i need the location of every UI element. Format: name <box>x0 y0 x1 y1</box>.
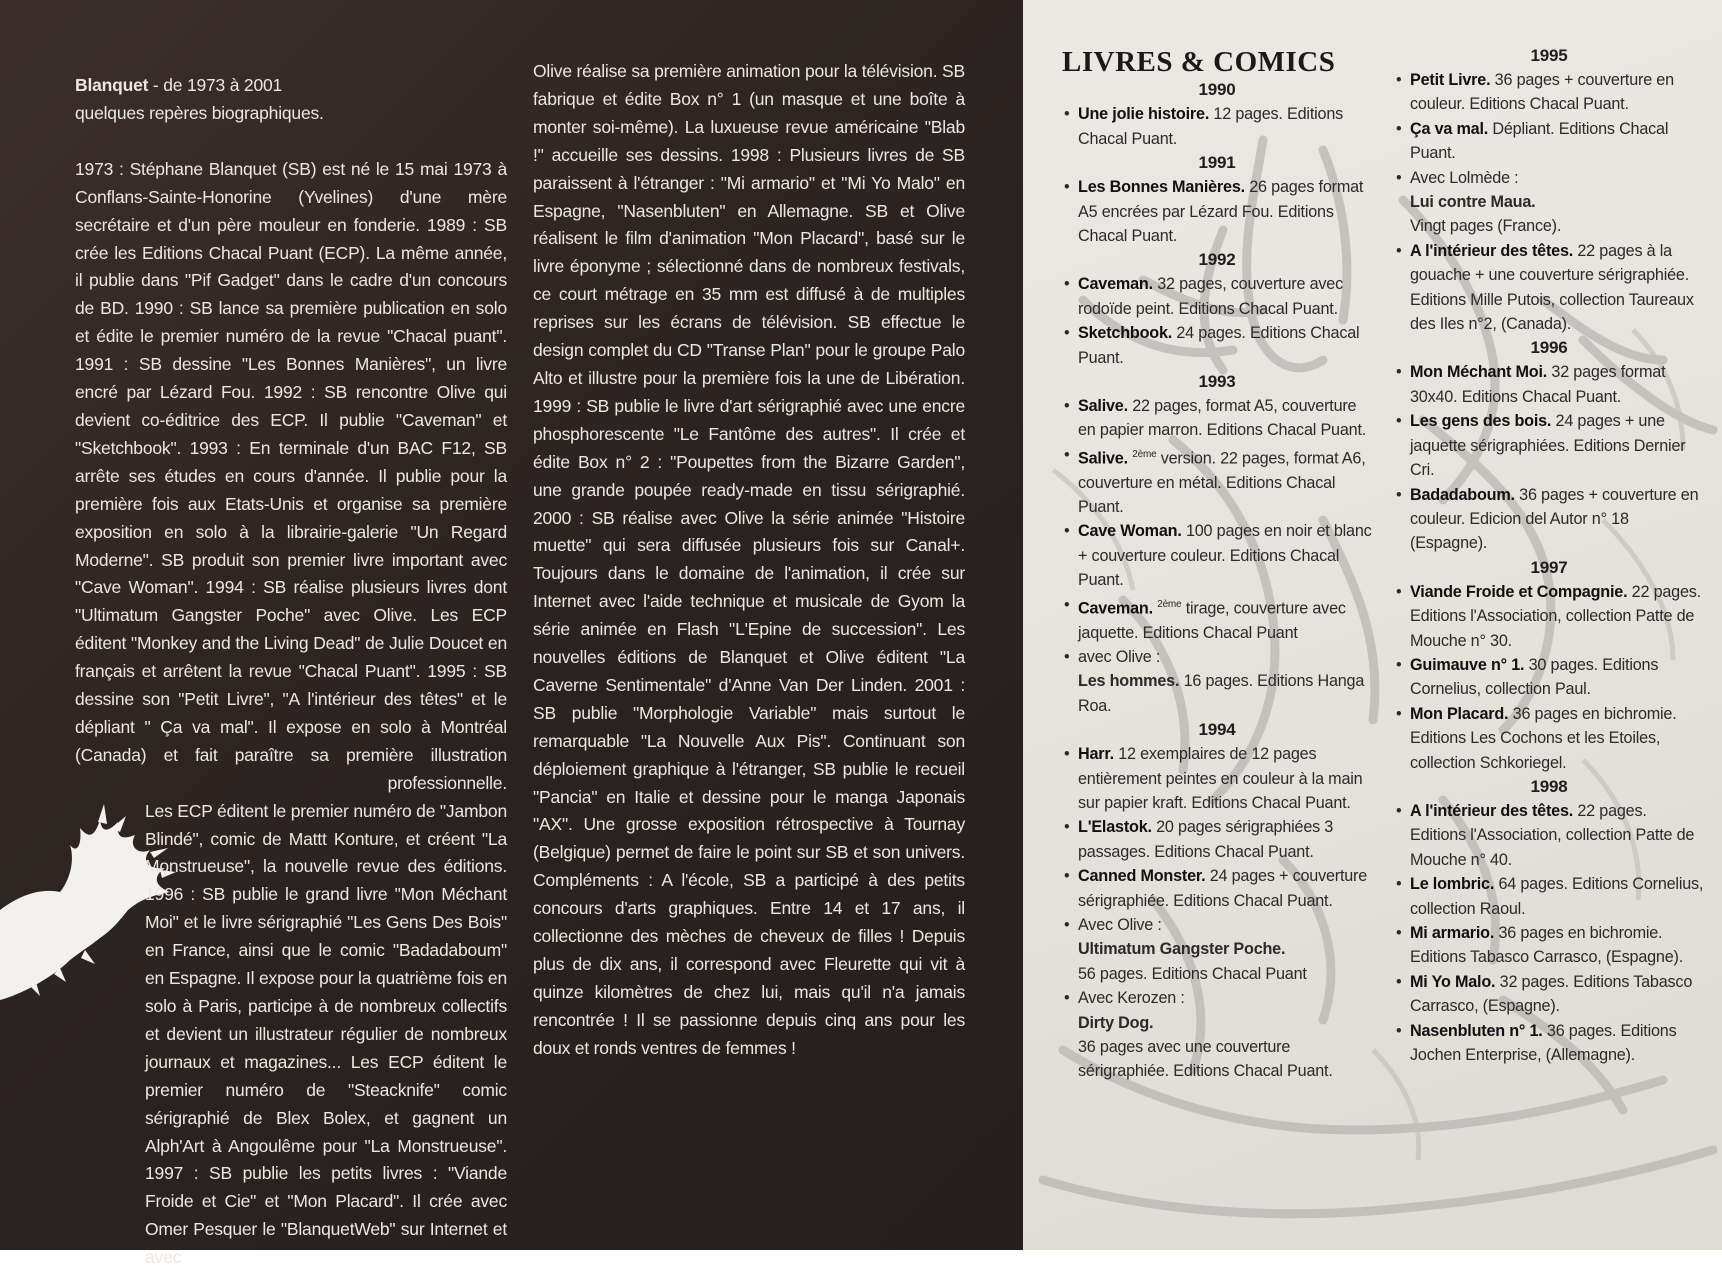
year-1995: 1995 <box>1530 46 1568 65</box>
list-item: • Avec Lolmède : <box>1396 168 1519 187</box>
list-item: • A l'intérieur des têtes. 22 pages. Editions l'Association, collection Patte de Mouche n° 40. <box>1396 801 1695 869</box>
list-item: • Harr. 12 exemplaires de 12 pages entièrement peintes en couleur à la main sur papier kraft. Editions Chacal Puant. <box>1064 745 1363 812</box>
list-item: • Salive. $^{2ème}$ version. 22 pages, format A6, couverture en métal. Editions Chacal Puant. <box>1064 445 1366 517</box>
year-1993: 1993 <box>1198 372 1236 392</box>
list-item: • avec Olive : <box>1064 647 1161 666</box>
list-item: Lui contre Maua. <box>1410 193 1536 212</box>
list-item: • Les Bonnes Manières. 26 pages format A5 encrées par Lézard Fou. Editions Chacal Puant. <box>1064 178 1364 246</box>
list-item: • Les gens des bois. 24 pages + une jaquette sérigraphiées. Editions Dernier Cri. <box>1396 412 1686 480</box>
list-item: • Avec Olive : <box>1064 915 1162 934</box>
biography-column-right <box>533 58 965 1063</box>
year-1994: 1994 <box>1198 720 1236 740</box>
year-1997: 1997 <box>1530 557 1568 577</box>
year-1992: 1992 <box>1198 250 1236 270</box>
bio-heading-dates: - de 1973 à 2001 <box>148 75 283 95</box>
bio-heading: Blanquet <box>75 75 149 95</box>
list-item: • Mi Yo Malo. 32 pages. Editions Tabasco Carrasco, (Espagne). <box>1396 972 1693 1016</box>
list-item: • Guimauve n° 1. 30 pages. Editions Cornelius, collection Paul. <box>1396 655 1659 699</box>
list-item: • Canned Monster. 24 pages + couverture sérigraphiée. Editions Chacal Puant. <box>1064 867 1368 910</box>
year-1996: 1996 <box>1530 338 1568 358</box>
list-item: • Nasenbluten n° 1. 36 pages. Editions Jochen Enterprise, (Allemagne). <box>1396 1021 1677 1065</box>
list-item: • Viande Froide et Compagnie. 22 pages. Editions l'Association, collection Patte de Mouche n° 30. <box>1396 582 1701 650</box>
list-item: 36 pages avec une couverture sérigraphiée. Editions Chacal Puant. <box>1078 1038 1333 1081</box>
list-item: 56 pages. Editions Chacal Puant <box>1078 964 1307 983</box>
bio-paragraph-3: Olive réalise sa première animation pour la télévision. SB fabrique et édite Box n° 1 (un masque et une boîte à monter soi-même). La luxueuse revue américaine "Blab !" accueille ses dessins. 1998 : Plusieurs livres de SB paraissent à l'étranger : "Mi armario" et "Mi Yo Malo" en Espagne, "Nasenbluten" en Allemagne. SB et Olive réalisent le film d'animation "Mon Placard", basé sur le livre éponyme ; sélectionné dans de nombreux festivals, ce court métrage en 35 mm est diffusé à de multiples reprises sur les écrans de télévision. SB effectue le design complet du CD "Transe Plan" pour le groupe Palo Alto et illustre pour la première fois la une de Libération. 1999 : SB publie le livre d'art sérigraphié avec une encre phosphorescente "Le Fantôme des autres". Il crée et édite Box n° 2 : "Poupettes from the Bizarre Garden", une grande poupée ready-made en tissu sérigraphié. 2000 : SB réalise avec Olive la série animée "Histoire muette" qui sera diffusée plusieurs fois sur Canal+. Toujours dans le domaine de l'animation, il crée sur Internet avec l'aide technique et musicale de Gyom la série animée en Flash "L'Epine de succession". Les nouvelles éditions de Blanquet et Olive éditent "La Caverne Sentimentale" d'Anne Van Der Linden. 2001 : SB publie "Morphologie Variable" mais surtout le remarquable "La Nouvelle Aux Pis". Continuant son déploiement graphique à l'étranger, SB publie le recueil "Pancia" en Italie et dessine pour le manga Japonais "AX". Une grosse exposition rétrospective à Tournay (Belgique) permet de faire le point sur SB et son univers. Compléments : A l'école, SB a participé à des petits concours d'arts graphiques. Entre 14 et 17 ans, il collectionne des mèches de cheveux de filles ! Depuis plus de dix ans, il correspond avec Fleurette qui vit à quinze kilomètres de chez lui, mais qu'il n'a jamais rencontrée ! Il se passionne depuis cinq ans pour les doux et ronds ventres de femmes ! <box>533 61 965 1058</box>
list-item: • L'Elastok. 20 pages sérigraphiées 3 passages. Editions Chacal Puant. <box>1064 818 1334 861</box>
list-item: Ultimatum Gangster Poche. <box>1078 940 1286 959</box>
list-item: • A l'intérieur des têtes. 22 pages à la gouache + une couverture sérigraphiée. Editions Mille Putois, collection Taureaux des Iles n°2, (Canada). <box>1396 241 1694 334</box>
list-item: • Mon Placard. 36 pages en bichromie. Editions Les Cochons et les Etoiles, collection Schkoriegel. <box>1396 704 1677 772</box>
bio-subheading: quelques repères biographiques. <box>75 102 324 123</box>
list-item: Vingt pages (France). <box>1410 217 1562 236</box>
bibliography-column-2 <box>1394 44 1704 1067</box>
year-1990: 1990 <box>1198 80 1236 100</box>
list-item: • Badadaboum. 36 pages + couverture en couleur. Edicion del Autor n° 18 (Espagne). <box>1396 485 1699 553</box>
list-item: • Le lombric. 64 pages. Editions Cornelius, collection Raoul. <box>1396 875 1704 918</box>
list-item: • Sketchbook. 24 pages. Editions Chacal Puant. <box>1064 324 1360 367</box>
list-item: Dirty Dog. <box>1078 1013 1154 1032</box>
bio-paragraph-1: 1973 : Stéphane Blanquet (SB) est né le 15 mai 1973 à Conflans-Sainte-Honorine (Yvelines) d'une mère secrétaire et d'un père mouleur en fonderie. 1989 : SB crée les Editions Chacal Puant (ECP). La même année, il publie dans "Pif Gadget" dans le cadre d'un concours de BD. 1990 : SB lance sa première publication en solo et édite le premier numéro de la revue "Chacal puant". 1991 : SB dessine "Les Bonnes Manières", un livre encré par Lézard Fou. 1992 : SB rencontre Olive qui devient co-éditrice des ECP. Il publie "Caveman" et "Sketchbook". 1993 : En terminale d'un BAC F12, SB arrête ses études en cours d'année. Il publie pour la première fois aux Etats-Unis et organise sa première exposition en solo à la librairie-galerie "Un Regard Moderne". SB produit son premier livre important avec "Cave Woman". 1994 : SB réalise plusieurs livres dont "Ultimatum Gangster Poche" avec Olive. Les ECP éditent "Monkey and the Living Dead" de Julie Doucet en français et arrêtent la revue "Chacal Puant". 1995 : SB dessine son "Petit Livre", "A l'intérieur des têtes" et le dépliant " Ça va mal". Il expose en solo à Montréal (Canada) et fait paraître sa première illustration professionnelle. <box>75 158 507 793</box>
list-item: • Petit Livre. 36 pages + couverture en couleur. Editions Chacal Puant. <box>1396 71 1674 114</box>
list-item: • Salive. 22 pages, format A5, couverture en papier marron. Editions Chacal Puant. <box>1064 397 1367 440</box>
list-item: • Mon Méchant Moi. 32 pages format 30x40. Editions Chacal Puant. <box>1396 363 1666 406</box>
bibliography-title: LIVRES & COMICS <box>1062 46 1336 78</box>
list-item: • Une jolie histoire. 12 pages. Editions Chacal Puant. <box>1064 105 1344 148</box>
list-item: Les hommes. 16 pages. Editions Hanga Roa. <box>1078 672 1365 715</box>
year-1998: 1998 <box>1530 776 1568 796</box>
bibliography-column-1 <box>1062 46 1372 1084</box>
biography-column-left <box>75 72 507 1272</box>
list-item: • Mi armario. 36 pages en bichromie. Editions Tabasco Carrasco, (Espagne). <box>1396 924 1684 967</box>
bio-paragraph-2: Les ECP éditent le premier numéro de "Jambon Blindé", comic de Mattt Konture, et créent "La Monstrueuse", la nouvelle revue des éditions. 1996 : SB publie le grand livre "Mon Méchant Moi" et le livre sérigraphié "Les Gens Des Bois" en France, ainsi que le comic "Badadaboum" en Espagne. Il expose pour la quatrième fois en solo à Paris, participe à de nombreux collectifs et devient un illustrateur régulier de nombreux journaux et magazines... Les ECP éditent le premier numéro de "Steacknife" comic sérigraphié de Blex Bolex, et gagnent un Alph'Art à Angoulême pour "La Monstrueuse". 1997 : SB publie les petits livres : "Viande Froide et Cie" et "Mon Placard". Il crée avec Omer Pesquer le "BlanquetWeb" sur Internet et avec <box>145 800 507 1268</box>
list-item: • Caveman. $^{2ème}$ tirage, couverture avec jaquette. Editions Chacal Puant <box>1064 595 1346 642</box>
year-1991: 1991 <box>1198 153 1236 173</box>
list-item: • Ça va mal. Dépliant. Editions Chacal Puant. <box>1396 119 1669 163</box>
list-item: • Avec Kerozen : <box>1064 989 1185 1008</box>
list-item: • Caveman. 32 pages, couverture avec rodoïde peint. Editions Chacal Puant. <box>1064 275 1343 318</box>
list-item: • Cave Woman. 100 pages en noir et blanc + couverture couleur. Editions Chacal Puant. <box>1064 522 1372 590</box>
